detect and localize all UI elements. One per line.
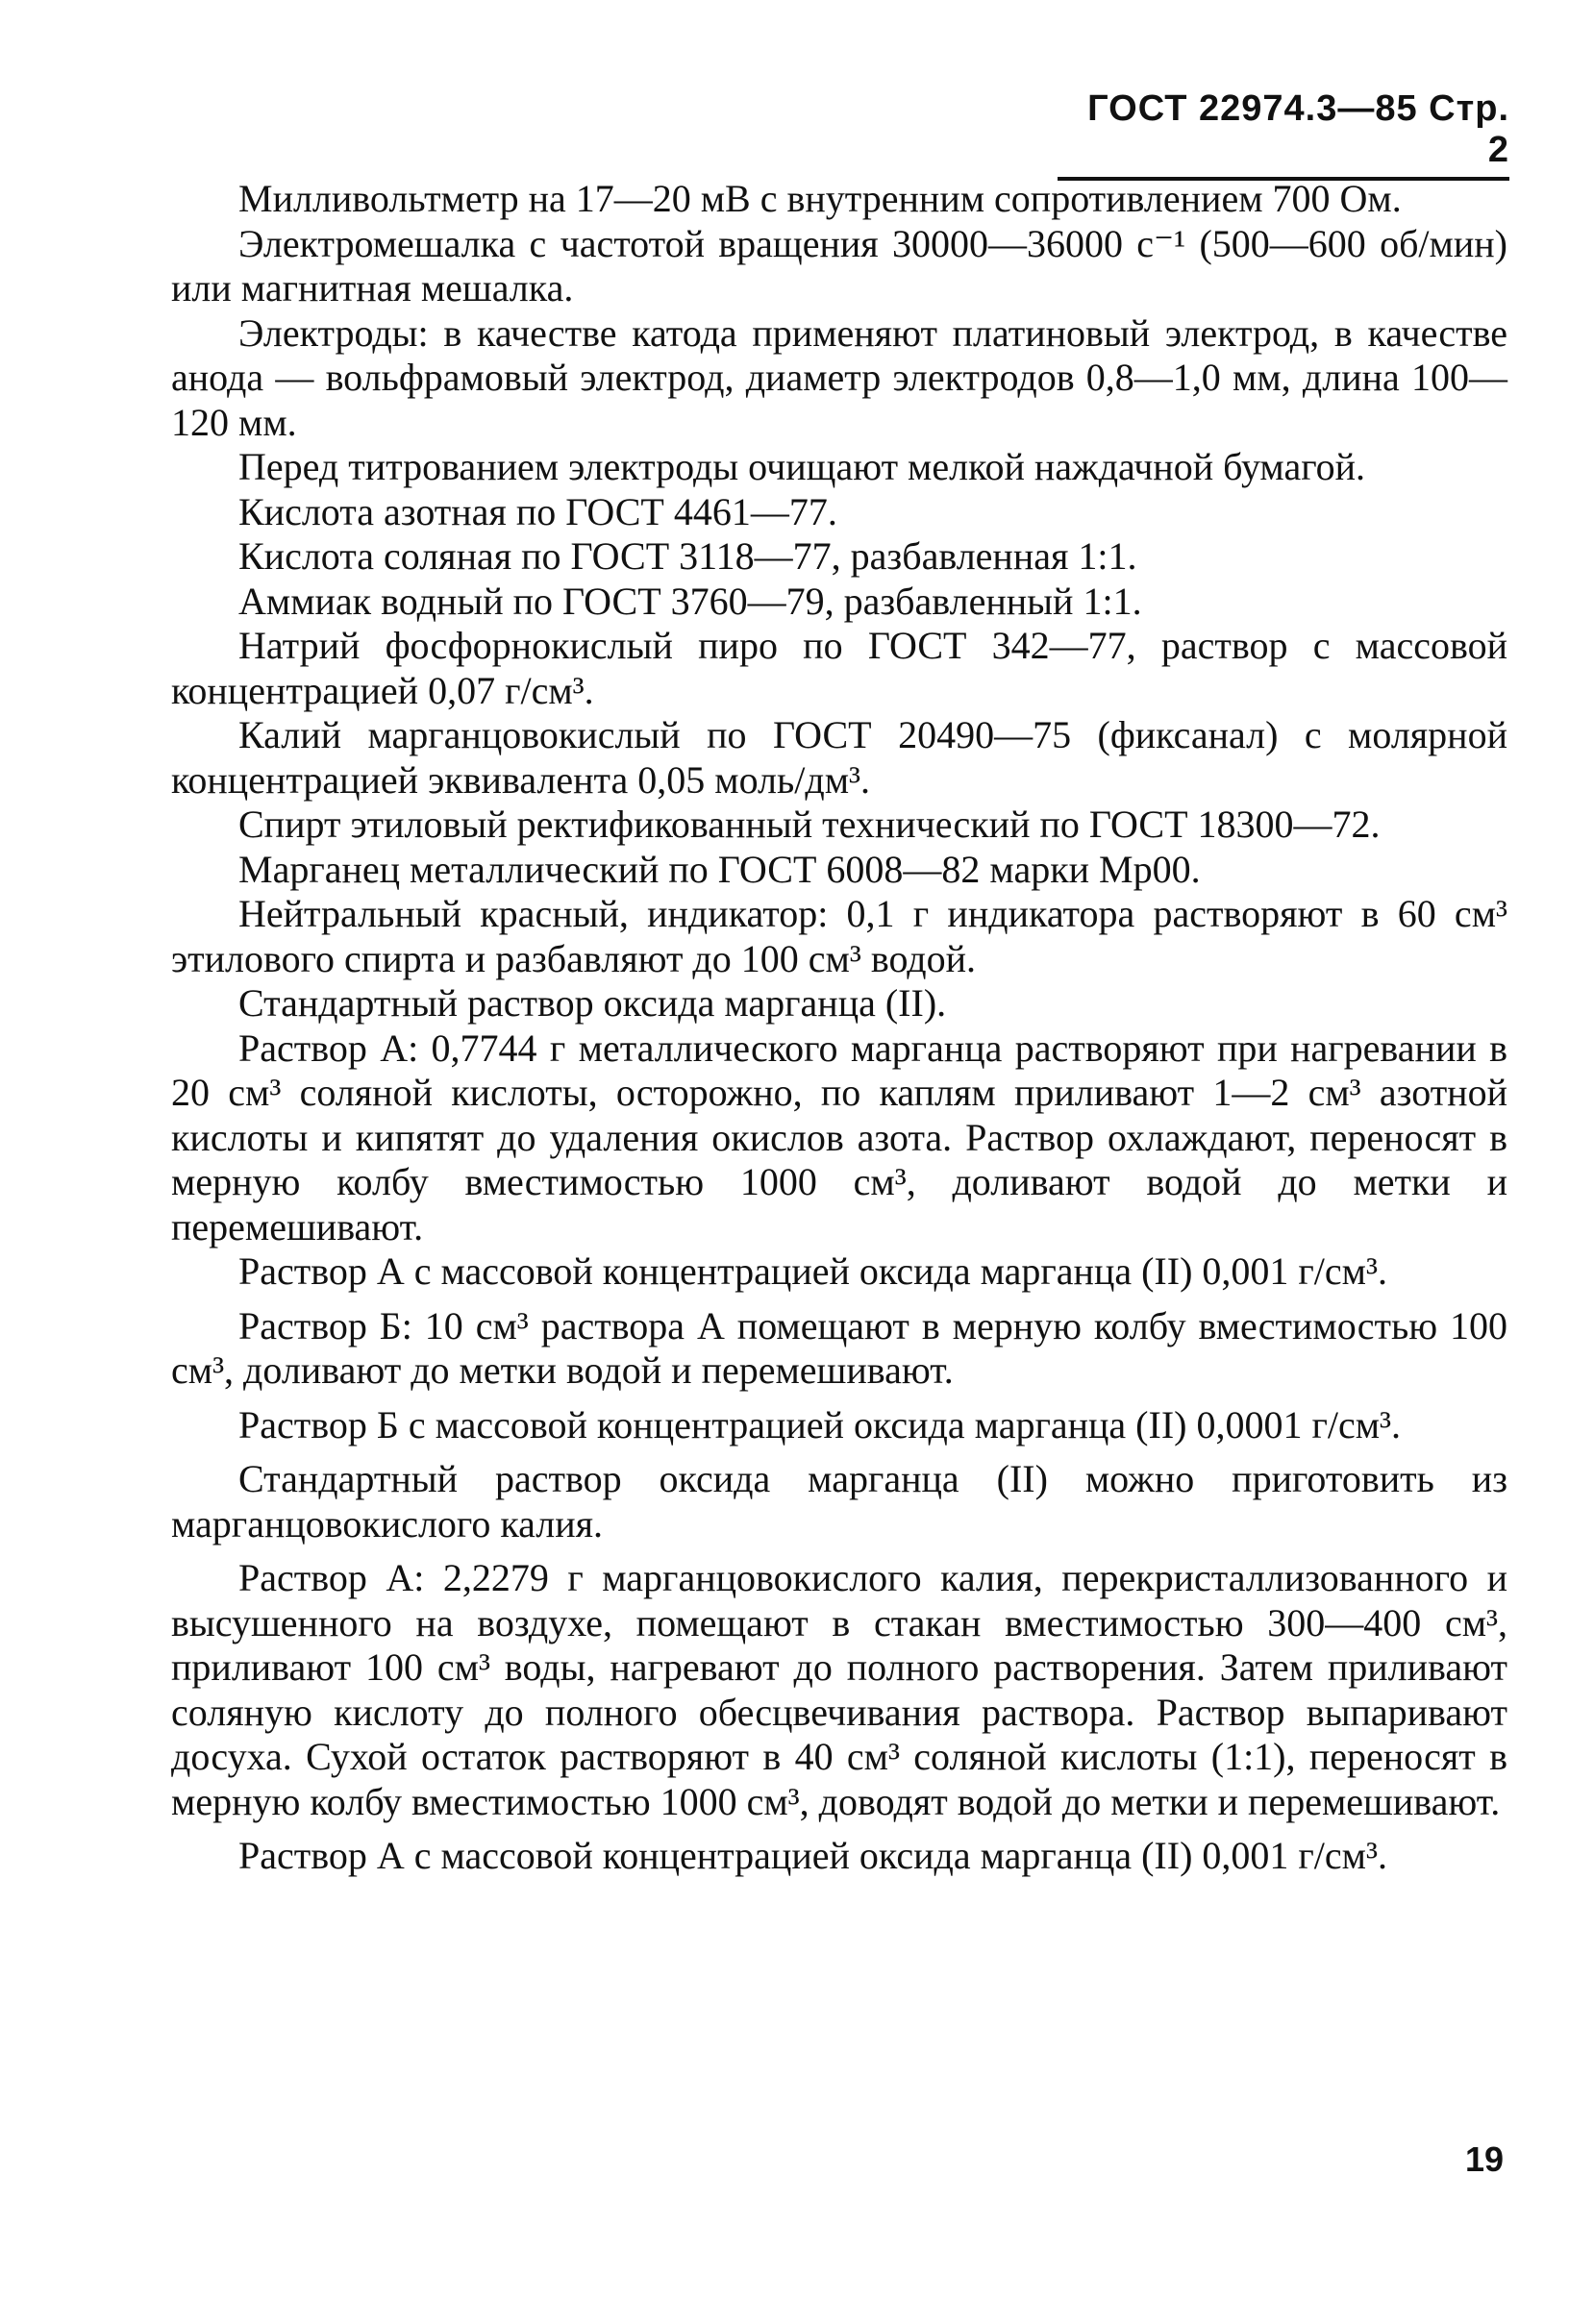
paragraph-potassium-permanganate: Калий марганцовокислый по ГОСТ 20490—75 (фиксанал) с молярной концентрацией эквивалента 0,05 моль/дм³. xyxy=(171,713,1507,802)
paragraph-solution-a-concentration: Раствор А с массовой концентрацией оксида марганца (II) 0,001 г/см³. xyxy=(238,1249,1387,1293)
paragraph-solution-a-alt-prep: Раствор А: 2,2279 г марганцовокислого калия, перекристаллизованного и высушенного на воздухе, помещают в стакан вместимостью 300—400 см³, приливают 100 см³ воды, нагревают до полного растворения. Затем приливают соляную кислоту до полного обесцвечивания раствора. Раствор выпаривают досуха. Сухой остаток растворяют в 40 см³ соляной кислоты (1:1), переносят в мерную колбу вместимостью 1000 см³, доводят водой до метки и перемешивают. xyxy=(171,1556,1507,1823)
page-header: ГОСТ 22974.3—85 Стр. 2 xyxy=(1058,88,1509,181)
paragraph-hydrochloric-acid: Кислота соляная по ГОСТ 3118—77, разбавленная 1:1. xyxy=(238,534,1137,578)
paragraph-manganese-metal: Марганец металлический по ГОСТ 6008—82 марки Мр00. xyxy=(238,847,1201,891)
paragraph-neutral-red: Нейтральный красный, индикатор: 0,1 г индикатора растворяют в 60 см³ этилового спирта и разбавляют до 100 см³ водой. xyxy=(171,892,1507,980)
page-number: 19 xyxy=(1464,2139,1504,2179)
paragraph-ethyl-alcohol: Спирт этиловый ректификованный технический по ГОСТ 18300—72. xyxy=(238,803,1381,846)
paragraph-electrodes: Электроды: в качестве катода применяют платиновый электрод, в качестве анода — вольфрамовый электрод, диаметр электродов 0,8—1,0 мм, длина 100—120 мм. xyxy=(171,310,1507,444)
paragraph-electrode-cleaning: Перед титрованием электроды очищают мелкой наждачной бумагой. xyxy=(238,445,1366,488)
paragraph-solution-b-prep: Раствор Б: 10 см³ раствора А помещают в мерную колбу вместимостью 100 см³, доливают до метки водой и перемешивают. xyxy=(171,1303,1507,1392)
paragraph-alternative-standard: Стандартный раствор оксида марганца (II) можно приготовить из марганцовокислого калия. xyxy=(171,1457,1507,1545)
paragraph-nitric-acid: Кислота азотная по ГОСТ 4461—77. xyxy=(238,489,837,533)
paragraph-standard-solution: Стандартный раствор оксида марганца (II). xyxy=(238,981,947,1025)
paragraph-solution-a-alt-concentration: Раствор А с массовой концентрацией оксида марганца (II) 0,001 г/см³. xyxy=(238,1834,1387,1877)
paragraph-sodium-pyrophosphate: Натрий фосфорнокислый пиро по ГОСТ 342—77, раствор с массовой концентрацией 0,07 г/см³. xyxy=(171,624,1507,712)
paragraph-solution-a-prep: Раствор А: 0,7744 г металлического марганца растворяют при нагревании в 20 см³ соляной кислоты, осторожно, по каплям приливают 1—2 см³ азотной кислоты и кипятят до удаления окислов азота. Раствор охлаждают, переносят в мерную колбу вместимостью 1000 см³, доливают водой до метки и перемешивают. xyxy=(171,1026,1507,1249)
document-body xyxy=(171,177,1507,1879)
paragraph-stirrer: Электромешалка с частотой вращения 30000—36000 с⁻¹ (500—600 об/мин) или магнитная мешалка. xyxy=(171,221,1507,309)
paragraph-millivoltmeter: Милливольтметр на 17—20 мВ с внутренним сопротивлением 700 Ом. xyxy=(238,177,1402,220)
paragraph-ammonia: Аммиак водный по ГОСТ 3760—79, разбавленный 1:1. xyxy=(238,579,1142,623)
paragraph-solution-b-concentration: Раствор Б с массовой концентрацией оксида марганца (II) 0,0001 г/см³. xyxy=(238,1402,1402,1446)
